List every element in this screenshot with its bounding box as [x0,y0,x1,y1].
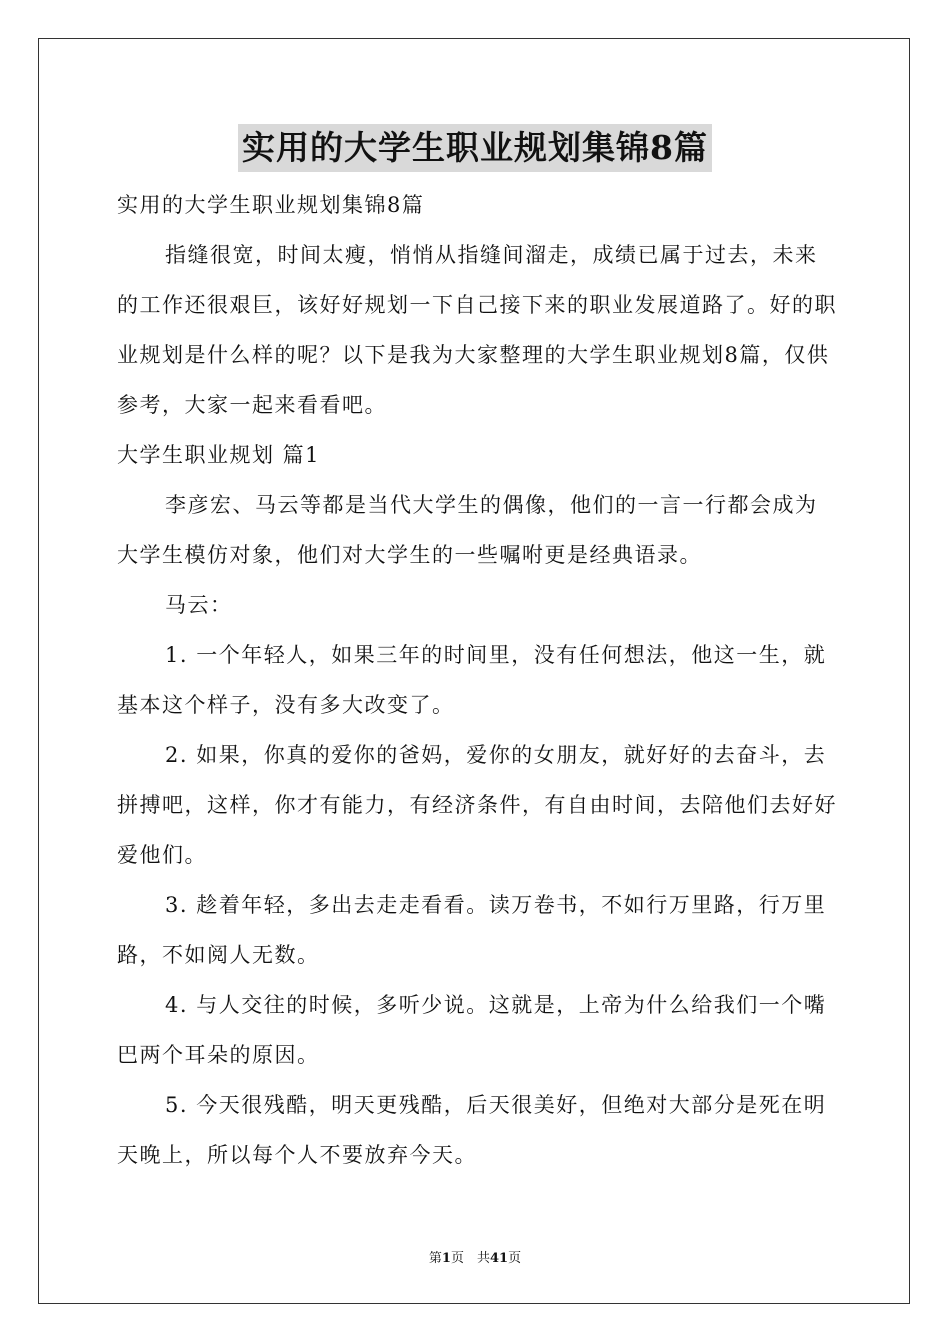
body-paragraph: 5. 今天很残酷，明天更残酷，后天很美好，但绝对大部分是死在明天晚上，所以每个人不要放弃今天。 [117,1093,827,1167]
document-body [117,180,837,1180]
body-paragraph: 指缝很宽，时间太瘦，悄悄从指缝间溜走，成绩已属于过去，未来的工作还很艰巨，该好好规划一下自己接下来的职业发展道路了。好的职业规划是什么样的呢？以下是我为大家整理的大学生职业规划8篇，仅供参考，大家一起来看看吧。 [117,243,837,417]
footer-prefix: 第 [428,1251,442,1266]
footer-suffix: 页 [508,1251,522,1266]
body-paragraph: 2. 如果，你真的爱你的爸妈，爱你的女朋友，就好好的去奋斗，去拼搏吧，这样，你才有能力，有经济条件，有自由时间，去陪他们去好好爱他们。 [117,743,837,867]
document-title: 实用的大学生职业规划集锦8篇 [238,124,712,172]
footer-page-number: 1 [441,1251,451,1266]
body-paragraph: 4. 与人交往的时候，多听少说。这就是，上帝为什么给我们一个嘴巴两个耳朵的原因。 [117,993,827,1067]
section-heading: 大学生职业规划 篇1 [117,443,321,467]
document-title-wrap [0,124,950,172]
footer-total-pages: 41 [489,1251,509,1266]
body-paragraph: 3. 趁着年轻，多出去走走看看。读万卷书，不如行万里路，行万里路，不如阅人无数。 [117,893,827,967]
page-footer [0,1247,950,1266]
footer-mid: 页 共 [450,1251,490,1266]
body-paragraph: 李彦宏、马云等都是当代大学生的偶像，他们的一言一行都会成为大学生模仿对象，他们对大学生的一些嘱咐更是经典语录。 [117,493,818,567]
body-paragraph: 马云： [165,593,233,617]
body-paragraph: 实用的大学生职业规划集锦8篇 [117,193,425,217]
body-paragraph: 1. 一个年轻人，如果三年的时间里，没有任何想法，他这一生，就基本这个样子，没有多大改变了。 [117,643,827,717]
